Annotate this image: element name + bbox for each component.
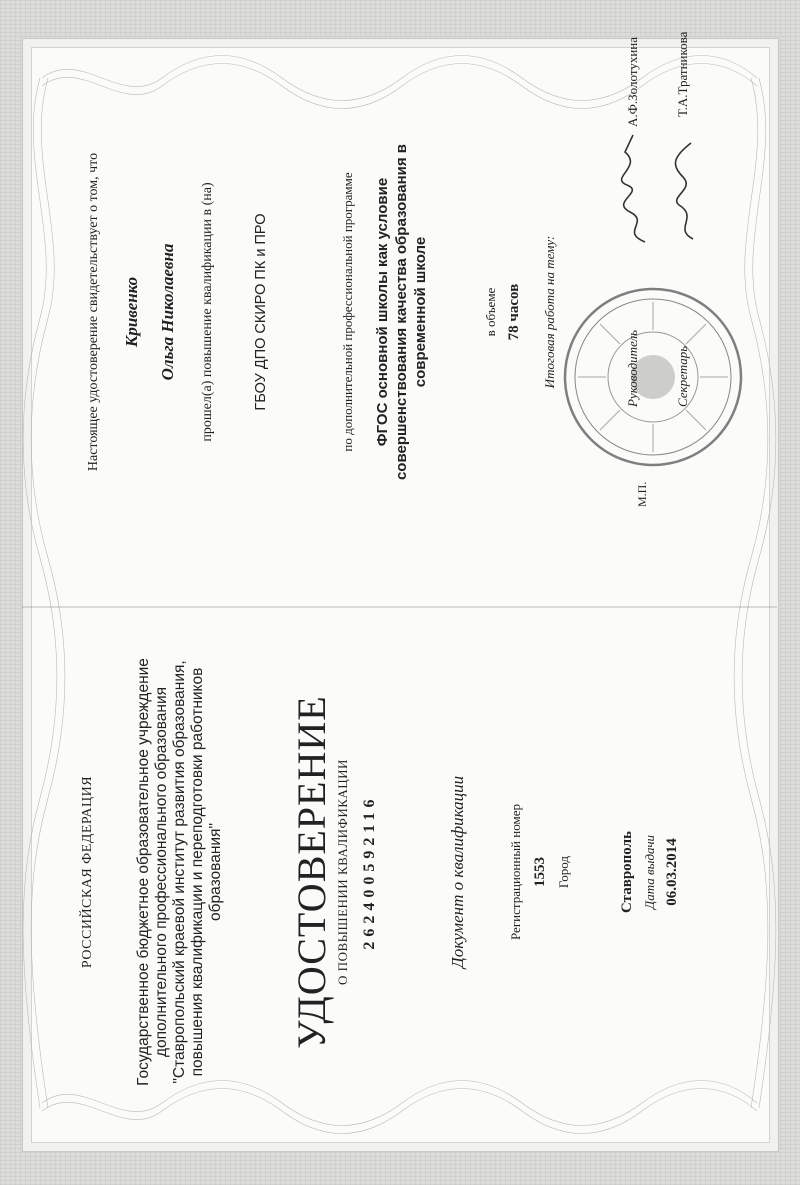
holder-given-names: Ольга Николаевна [158, 243, 177, 381]
volume-label: в объеме [483, 287, 498, 337]
course-hours: 78 часов [506, 283, 522, 341]
head-name: А.Ф.Золотухина [625, 36, 640, 127]
issuer-line: "Ставропольский краевой институт развития образования, [171, 660, 188, 1084]
program-label: по дополнительной профессиональной программе [340, 172, 355, 452]
cover-page [30, 602, 770, 1142]
head-signature-icon [615, 127, 655, 247]
head-label: Руководитель [625, 329, 640, 407]
content-page [30, 31, 770, 582]
secretary-label: Секретарь [675, 345, 690, 407]
issuer-organization [135, 622, 225, 1122]
issuer-line: повышения квалификации и переподготовки работников [189, 667, 206, 1077]
program-title-line: современной школе [412, 236, 429, 388]
intro-text: Настоящее удостоверение свидетельствует о том, что [86, 152, 101, 472]
certificate-title: УДОСТОВЕРЕНИЕ [289, 695, 334, 1049]
final-work-label: Итоговая работа на тему: [542, 235, 557, 389]
issuer-line: Государственное бюджетное образовательное учреждение [135, 658, 152, 1086]
registration-label: Регистрационный номер [508, 804, 523, 940]
secretary-name: Т.А.Тратникова [675, 31, 690, 117]
official-stamp-icon [558, 282, 748, 472]
completion-text: прошел(а) повышение квалификации в (на) [200, 182, 215, 442]
document-type: Документ о квалификации [448, 775, 467, 969]
country-name: РОССИЙСКАЯ ФЕДЕРАЦИЯ [80, 775, 95, 969]
issue-date: 06.03.2014 [664, 838, 680, 906]
training-institution: ГБОУ ДПО СКИРО ПК и ПРО [253, 213, 269, 411]
issue-date-label: Дата выдачи [642, 834, 657, 910]
stamp-mp-mark: М.П. [635, 481, 649, 507]
secretary-signature-icon [665, 127, 705, 247]
program-title [373, 62, 430, 562]
program-title-line: ФГОС основной школы как условие [374, 177, 391, 447]
city-label: Город [556, 855, 571, 889]
registration-number: 1553 [532, 857, 548, 887]
certificate-number: 262400592116 [361, 794, 378, 950]
issuer-line: образования" [207, 823, 224, 921]
program-title-line: совершенствования качества образования в [393, 143, 410, 481]
city-value: Ставрополь [619, 831, 635, 913]
issuer-line: дополнительного профессионального образования [153, 686, 170, 1058]
certificate-subtitle: О ПОВЫШЕНИИ КВАЛИФИКАЦИИ [335, 759, 350, 985]
certificate-spread [30, 31, 770, 1142]
holder-surname: Кривенко [122, 276, 141, 348]
